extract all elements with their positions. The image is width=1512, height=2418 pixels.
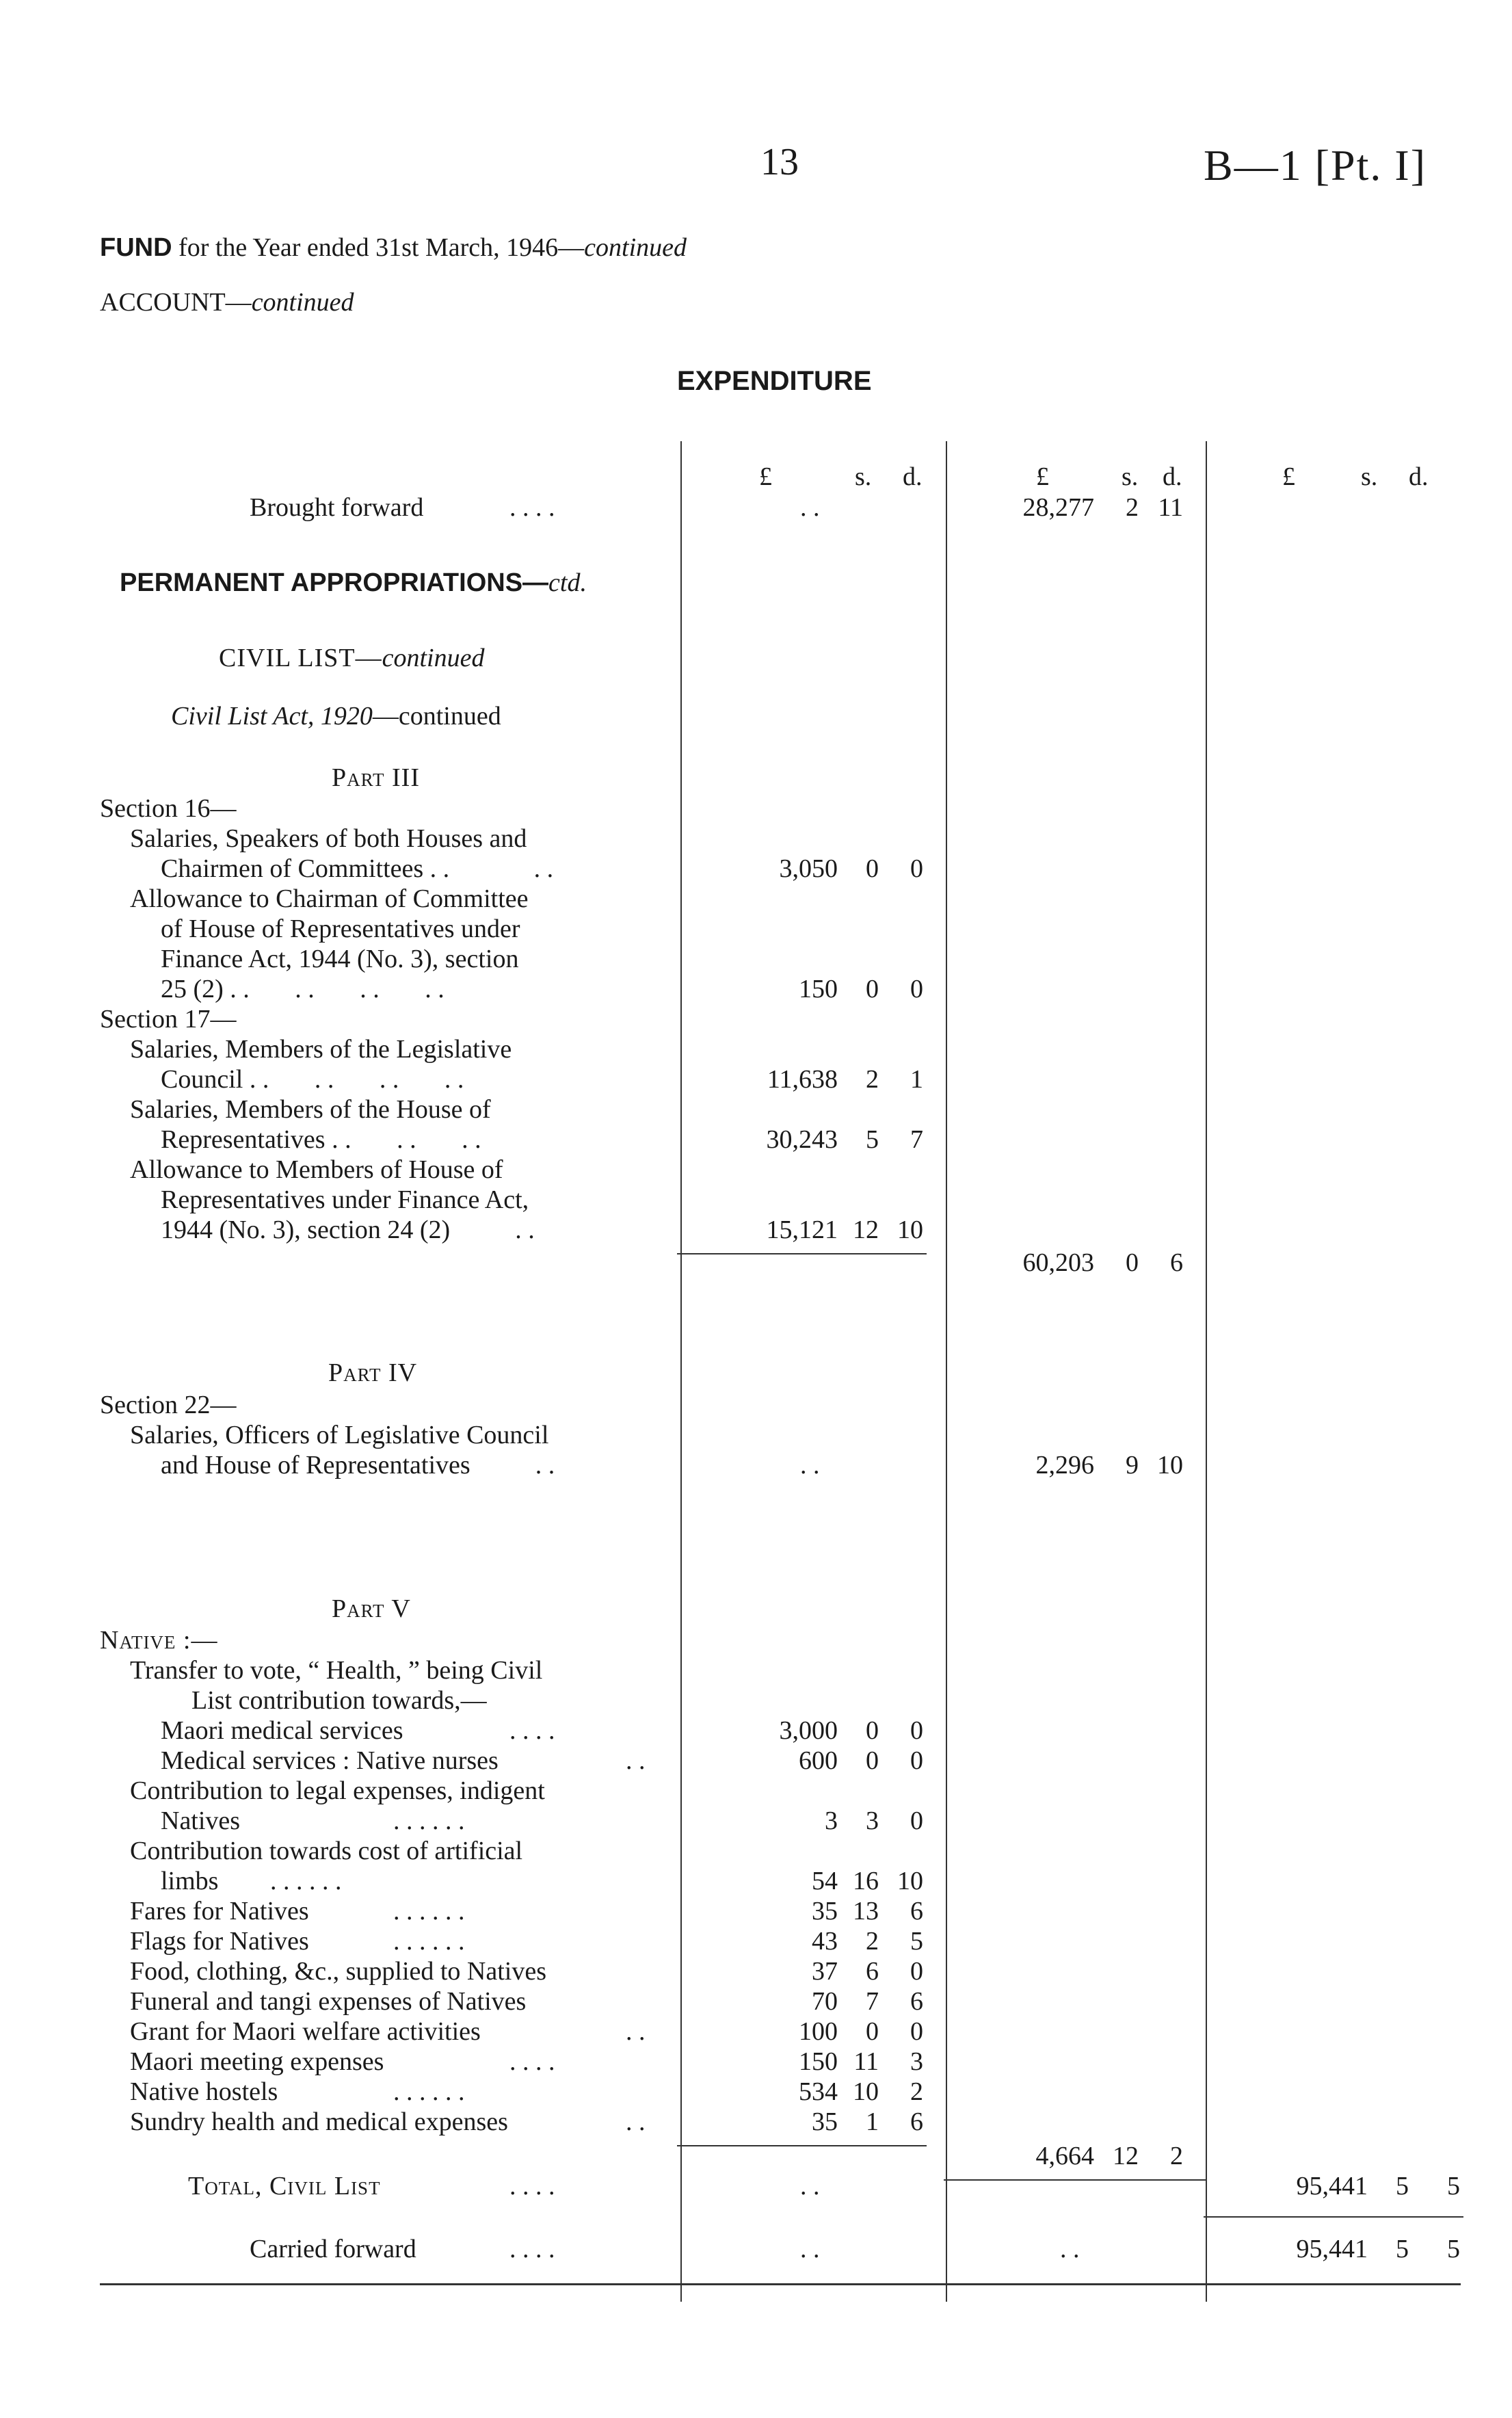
- part-iii-total-pence: 6: [1170, 1248, 1183, 1277]
- item-sundry-health-pounds: 35: [812, 2107, 838, 2136]
- item-maori-meeting-pounds: 150: [799, 2047, 838, 2076]
- native-heading: Native :—: [100, 1626, 218, 1655]
- item-artificial-limbs-leader: . . . . . .: [270, 1867, 342, 1895]
- part-v-total-shillings: 12: [1113, 2142, 1139, 2170]
- item-members-allowance-pounds: 15,121: [766, 1215, 838, 1244]
- part-iv-title: Part IV: [328, 1358, 418, 1387]
- item-house-shillings: 5: [866, 1125, 879, 1154]
- item-sundry-health-label: Sundry health and medical expenses: [130, 2107, 508, 2136]
- page-number: 13: [760, 141, 799, 183]
- item-native-hostels-label: Native hostels: [130, 2077, 278, 2106]
- carried-forward-shillings: 5: [1396, 2235, 1409, 2263]
- item-fares-pence: 6: [910, 1897, 923, 1926]
- section-17-label: Section 17—: [100, 1005, 237, 1034]
- item-native-nurses-label: Medical services : Native nurses: [161, 1746, 499, 1775]
- total-civil-list-leader: . . . .: [509, 2172, 555, 2200]
- part-iii-title: Part III: [332, 763, 420, 792]
- item-speakers-shillings: 0: [866, 854, 879, 883]
- item-flags-label: Flags for Natives: [130, 1927, 309, 1956]
- act-continued: —continued: [372, 702, 501, 731]
- col3-pound-header: £: [1282, 462, 1295, 491]
- item-sundry-health-shillings: 1: [866, 2107, 879, 2136]
- part-iv-col1: . .: [800, 1451, 820, 1480]
- item-chairman-shillings: 0: [866, 975, 879, 1003]
- item-artificial-limbs-shillings: 16: [853, 1867, 879, 1895]
- item-maori-meeting-pence: 3: [910, 2047, 923, 2076]
- item-speakers-salaries-line1: Salaries, Speakers of both Houses and: [130, 824, 527, 853]
- part-iii-subtotal-rule: [677, 1253, 927, 1254]
- item-house-members-line2: Representatives . . . . . .: [161, 1125, 481, 1154]
- item-artificial-limbs-label2: limbs: [161, 1867, 219, 1895]
- brought-forward-col1: . .: [800, 493, 820, 522]
- item-maori-welfare-pence: 0: [910, 2017, 923, 2046]
- item-house-members-line1: Salaries, Members of the House of: [130, 1095, 491, 1124]
- item-flags-shillings: 2: [866, 1927, 879, 1956]
- item-maori-medical-shillings: 0: [866, 1716, 879, 1745]
- brought-forward-pounds: 28,277: [1022, 493, 1094, 522]
- part-iv-pounds: 2,296: [1035, 1451, 1094, 1480]
- item-native-nurses-shillings: 0: [866, 1746, 879, 1775]
- item-flags-pounds: 43: [812, 1927, 838, 1956]
- item-council-shillings: 2: [866, 1065, 879, 1094]
- item-artificial-limbs-pounds: 54: [812, 1867, 838, 1895]
- brought-forward-pence: 11: [1158, 493, 1183, 522]
- item-sundry-health-pence: 6: [910, 2107, 923, 2136]
- item-members-allowance-line2: Representatives under Finance Act,: [161, 1185, 529, 1214]
- item-native-nurses-pounds: 600: [799, 1746, 838, 1775]
- item-legal-expenses-label: Contribution to legal expenses, indigent: [130, 1776, 545, 1805]
- item-officers-salaries-line2: and House of Representatives . .: [161, 1451, 555, 1480]
- col2-pence-header: d.: [1163, 462, 1182, 491]
- item-chairman-pence: 0: [910, 975, 923, 1003]
- total-civil-list-col1: . .: [800, 2172, 820, 2200]
- transfer-line2: List contribution towards,—: [191, 1686, 487, 1715]
- item-fares-label: Fares for Natives: [130, 1897, 309, 1926]
- item-chairman-allowance-line3: Finance Act, 1944 (No. 3), section: [161, 945, 519, 973]
- item-chairman-allowance-line1: Allowance to Chairman of Committee: [130, 884, 529, 913]
- item-members-allowance-line1: Allowance to Members of House of: [130, 1155, 503, 1184]
- act-title: Civil List Act, 1920: [171, 702, 373, 731]
- col3-pence-header: d.: [1409, 462, 1429, 491]
- brought-forward-leader: . . . .: [509, 493, 555, 522]
- item-house-pounds: 30,243: [766, 1125, 838, 1154]
- item-native-hostels-pence: 2: [910, 2077, 923, 2106]
- permanent-heading-ctd: ctd.: [548, 568, 587, 597]
- total-civil-list-rule: [944, 2179, 1206, 2181]
- item-speakers-pence: 0: [910, 854, 923, 883]
- title-fund: FUND: [100, 233, 172, 262]
- item-food-clothing-shillings: 6: [866, 1957, 879, 1986]
- title-account-continued: continued: [251, 288, 354, 317]
- total-civil-list-pence: 5: [1447, 2172, 1460, 2200]
- col1-pound-header: £: [759, 462, 772, 491]
- item-native-nurses-leader: . .: [626, 1746, 646, 1775]
- item-native-hostels-pounds: 534: [799, 2077, 838, 2106]
- permanent-heading-text: PERMANENT APPROPRIATIONS—: [120, 568, 549, 597]
- column-rule-2: [946, 441, 947, 2302]
- item-sundry-health-leader: . .: [626, 2107, 646, 2136]
- item-food-clothing-label: Food, clothing, &c., supplied to Natives: [130, 1957, 547, 1986]
- carried-forward-label: Carried forward: [250, 2235, 416, 2263]
- title-account: ACCOUNT—: [100, 288, 252, 317]
- civil-list-continued: continued: [382, 644, 485, 672]
- item-funeral-tangi-pence: 6: [910, 1987, 923, 2016]
- carried-forward-rule: [1204, 2216, 1463, 2218]
- part-iv-pence: 10: [1157, 1451, 1183, 1480]
- item-members-allowance-pence: 10: [897, 1215, 923, 1244]
- item-maori-medical-label: Maori medical services: [161, 1716, 403, 1745]
- item-council-pence: 1: [910, 1065, 923, 1094]
- part-v-subtotal-rule: [677, 2145, 927, 2146]
- carried-forward-leader: . . . .: [509, 2235, 555, 2263]
- part-v-total-pence: 2: [1170, 2142, 1183, 2170]
- item-legislative-council-line2: Council . . . . . . . .: [161, 1065, 464, 1094]
- item-chairman-allowance-line2: of House of Representatives under: [161, 915, 520, 943]
- column-rule-3: [1206, 441, 1207, 2302]
- item-legal-expenses-shillings: 3: [866, 1806, 879, 1835]
- item-maori-welfare-pounds: 100: [799, 2017, 838, 2046]
- item-members-allowance-shillings: 12: [853, 1215, 879, 1244]
- part-reference: B—1 [Pt. I]: [1204, 141, 1427, 189]
- item-native-nurses-pence: 0: [910, 1746, 923, 1775]
- civil-list-text: CIVIL LIST—: [219, 644, 382, 672]
- part-v-total-pounds: 4,664: [1035, 2142, 1094, 2170]
- bottom-rule: [100, 2283, 1461, 2285]
- part-iii-total-pounds: 60,203: [1022, 1248, 1094, 1277]
- item-speakers-salaries-line2: Chairmen of Committees . . . .: [161, 854, 554, 883]
- carried-forward-col2: . .: [1060, 2235, 1080, 2263]
- transfer-line1: Transfer to vote, “ Health, ” being Civil: [130, 1656, 543, 1685]
- section-16-label: Section 16—: [100, 794, 237, 823]
- item-legal-expenses-label2: Natives: [161, 1806, 241, 1835]
- item-maori-meeting-label: Maori meeting expenses: [130, 2047, 384, 2076]
- item-maori-medical-pence: 0: [910, 1716, 923, 1745]
- carried-forward-pence: 5: [1447, 2235, 1460, 2263]
- part-v-title: Part V: [332, 1594, 411, 1623]
- item-food-clothing-pounds: 37: [812, 1957, 838, 1986]
- item-members-allowance-line3: 1944 (No. 3), section 24 (2) . .: [161, 1215, 535, 1244]
- item-fares-shillings: 13: [853, 1897, 879, 1926]
- item-artificial-limbs-label: Contribution towards cost of artificial: [130, 1837, 523, 1865]
- item-fares-leader: . . . . . .: [393, 1897, 465, 1926]
- col3-shilling-header: s.: [1361, 462, 1378, 491]
- item-maori-medical-pounds: 3,000: [779, 1716, 838, 1745]
- brought-forward-label: Brought forward: [250, 493, 424, 522]
- col2-shilling-header: s.: [1122, 462, 1139, 491]
- item-legal-expenses-leader: . . . . . .: [393, 1806, 465, 1835]
- item-maori-medical-leader: . . . .: [509, 1716, 555, 1745]
- section-22-label: Section 22—: [100, 1391, 237, 1419]
- item-chairman-allowance-line4: 25 (2) . . . . . . . .: [161, 975, 445, 1003]
- item-native-hostels-leader: . . . . . .: [393, 2077, 465, 2106]
- item-legal-expenses-pounds: 3: [825, 1806, 838, 1835]
- item-house-pence: 7: [910, 1125, 923, 1154]
- item-council-pounds: 11,638: [767, 1065, 838, 1094]
- section-title: EXPENDITURE: [677, 366, 872, 396]
- item-legislative-council-line1: Salaries, Members of the Legislative: [130, 1035, 512, 1064]
- title-line-2: [100, 287, 354, 317]
- total-civil-list-shillings: 5: [1396, 2172, 1409, 2200]
- brought-forward-shillings: 2: [1126, 493, 1139, 522]
- item-native-hostels-shillings: 10: [853, 2077, 879, 2106]
- act-heading: [171, 701, 501, 731]
- item-maori-welfare-leader: . .: [626, 2017, 646, 2046]
- item-flags-pence: 5: [910, 1927, 923, 1956]
- total-civil-list-label: Total, Civil List: [188, 2172, 381, 2200]
- part-iv-shillings: 9: [1126, 1451, 1139, 1480]
- item-speakers-pounds: 3,050: [779, 854, 838, 883]
- title-continued: continued: [584, 233, 687, 262]
- item-flags-leader: . . . . . .: [393, 1927, 465, 1956]
- item-maori-meeting-leader: . . . .: [509, 2047, 555, 2076]
- carried-forward-pounds: 95,441: [1296, 2235, 1368, 2263]
- item-funeral-tangi-shillings: 7: [866, 1987, 879, 2016]
- title-line-1: [100, 233, 687, 263]
- item-funeral-tangi-pounds: 70: [812, 1987, 838, 2016]
- col1-shilling-header: s.: [855, 462, 872, 491]
- col1-pence-header: d.: [903, 462, 923, 491]
- carried-forward-col1: . .: [800, 2235, 820, 2263]
- item-food-clothing-pence: 0: [910, 1957, 923, 1986]
- column-rule-1: [680, 441, 682, 2302]
- item-fares-pounds: 35: [812, 1897, 838, 1926]
- item-maori-welfare-shillings: 0: [866, 2017, 879, 2046]
- civil-list-heading: [219, 643, 484, 673]
- col2-pound-header: £: [1036, 462, 1049, 491]
- part-iii-total-shillings: 0: [1126, 1248, 1139, 1277]
- item-artificial-limbs-pence: 10: [897, 1867, 923, 1895]
- item-officers-salaries-line1: Salaries, Officers of Legislative Council: [130, 1421, 549, 1449]
- title-year: for the Year ended 31st March, 1946—: [172, 233, 585, 262]
- item-maori-meeting-shillings: 11: [853, 2047, 879, 2076]
- item-legal-expenses-pence: 0: [910, 1806, 923, 1835]
- item-funeral-tangi-label: Funeral and tangi expenses of Natives: [130, 1987, 527, 2016]
- item-chairman-pounds: 150: [799, 975, 838, 1003]
- total-civil-list-pounds: 95,441: [1296, 2172, 1368, 2200]
- item-maori-welfare-label: Grant for Maori welfare activities: [130, 2017, 481, 2046]
- permanent-appropriations-heading: [120, 568, 587, 598]
